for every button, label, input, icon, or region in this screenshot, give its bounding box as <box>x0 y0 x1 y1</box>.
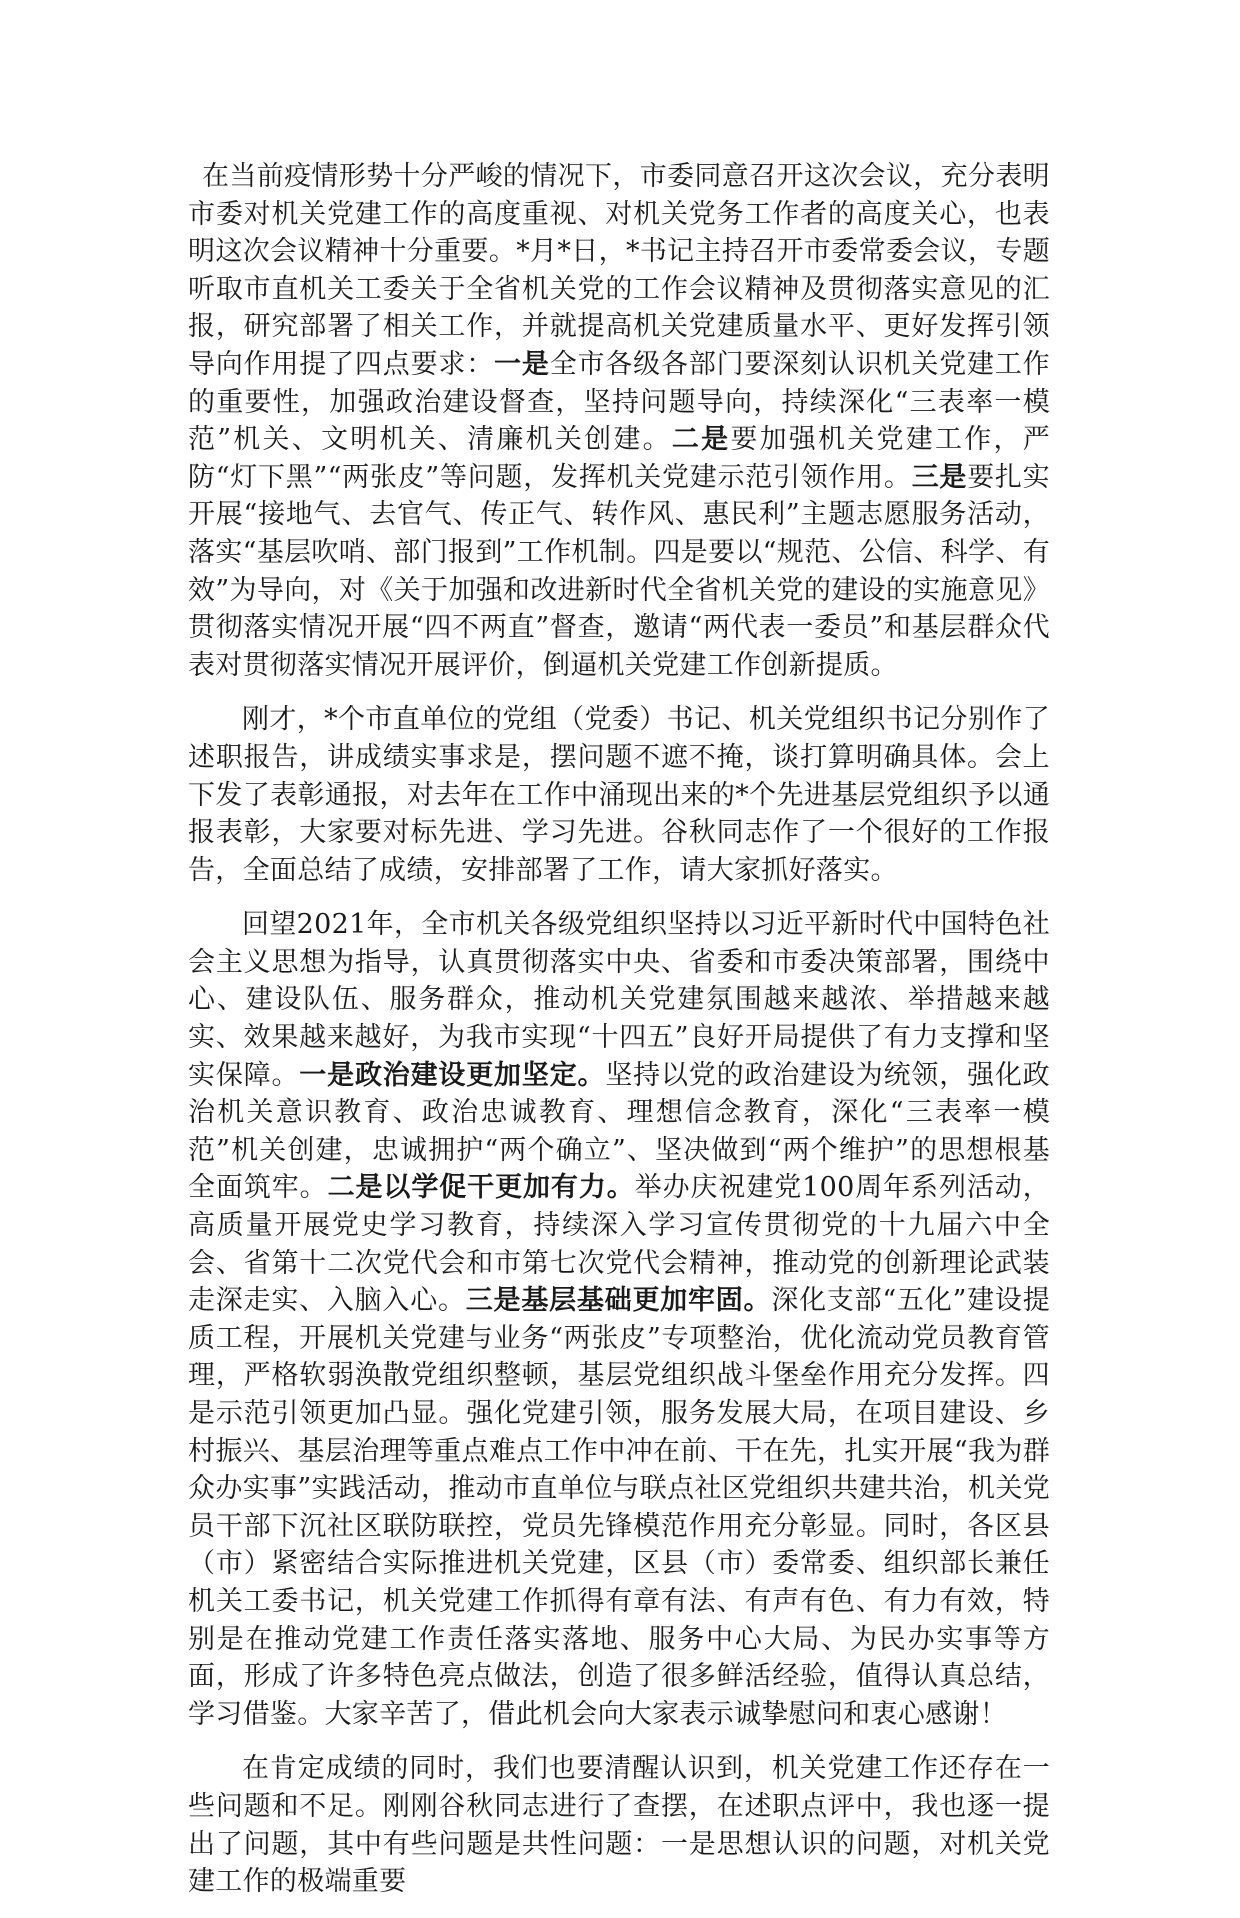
emphasis-political-construction: 一是政治建设更加坚定。 <box>299 1059 606 1091</box>
paragraph-text: 坚持以党的政治建设为统领，强化政治机关意识教育、政治忠诚教育、理想信念教育，深化“三表率一模范”机关创建，忠诚拥护“两个确立”、坚决做到“两个维护”的思想根基全面筑牢。 <box>188 1059 1050 1204</box>
paragraph-text: 深化支部“五化”建设提质工程，开展机关党建与业务“两张皮”专项整治，优化流动党员教育管理，严格软弱涣散党组织整顿，基层党组织战斗堡垒作用充分发挥。四是示范引领更加凸显。强化党建引领，服务发展大局，在项目建设、乡村振兴、基层治理等重点难点工作中冲在前、干在先，扎实开展“我为群众办实事”实践活动，推动市直单位与联点社区党组织共建共治，机关党员干部下沉社区联防联控，党员先锋模范作用充分彰显。同时，各区县（市）紧密结合实际推进机关党建，区县（市）委常委、组织部长兼任机关工委书记，机关党建工作抓得有章有法、有声有色、有力有效，特别是在推动党建工作责任落实落地、服务中心大局、为民办实事等方面，形成了许多特色亮点做法，创造了很多鲜活经验，值得认真总结，学习借鉴。大家辛苦了，借此机会向大家表示诚挚慰问和衷心感谢！ <box>188 1285 1051 1730</box>
paragraph-review-2021 <box>188 906 1050 1733</box>
paragraph-text: 回望2021年，全市机关各级党组织坚持以习近平新时代中国特色社会主义思想为指导，认真贯彻落实中央、省委和市委决策部署，围绕中心、建设队伍、服务群众，推动机关党建氛围越来越浓、举措越来越实、效果越来越好，为我市实现“十四五”良好开局提供了有力支撑和坚实保障。 <box>188 909 1050 1091</box>
emphasis-grassroots-foundation: 三是基层基础更加牢固。 <box>465 1285 772 1317</box>
document-page <box>188 158 1050 1918</box>
paragraph-shortcomings <box>188 1750 1050 1900</box>
emphasis-second-point: 二是 <box>671 424 731 456</box>
paragraph-text: 在当前疫情形势十分严峻的情况下，市委同意召开这次会议，充分表明市委对机关党建工作的高度重视、对机关党务工作者的高度关心，也表明这次会议精神十分重要。*月*日，*书记主持召开市委常委会议，专题听取市直机关工委关于全省机关党的工作会议精神及贯彻落实意见的汇报，研究部署了相关工作，并就提高机关党建质量水平、更好发挥引领导向作用提了四点要求： <box>188 161 1050 380</box>
paragraph-meeting-requirements <box>188 158 1050 684</box>
emphasis-learning-promotes-work: 二是以学促干更加有力。 <box>327 1172 635 1204</box>
paragraph-text: 举办庆祝建党100周年系列活动，高质量开展党史学习教育，持续深入学习宣传贯彻党的十九届六中全会、省第十二次党代会和市第七次党代会精神，推动党的创新理论武装走深走实、入脑入心。 <box>188 1172 1050 1317</box>
paragraph-text: 刚才，*个市直单位的党组（党委）书记、机关党组织书记分别作了述职报告，讲成绩实事求是，摆问题不遮不掩，谈打算明确具体。会上下发了表彰通报，对去年在工作中涌现出来的*个先进基层党组织予以通报表彰，大家要对标先进、学习先进。谷秋同志作了一个很好的工作报告，全面总结了成绩，安排部署了工作，请大家抓好落实。 <box>188 704 1050 886</box>
paragraph-text: 要加强机关党建工作，严防“灯下黑”“两张皮”等问题，发挥机关党建示范引领作用。 <box>188 424 1050 493</box>
paragraph-text: 要扎实开展“接地气、去官气、传正气、转作风、惠民利”主题志愿服务活动，落实“基层吹哨、部门报到”工作机制。四是要以“规范、公信、科学、有效”为导向，对《关于加强和改进新时代全省机关党的建设的实施意见》贯彻落实情况开展“四不两直”督查，邀请“两代表一委员”和基层群众代表对贯彻落实情况开展评价，倒逼机关党建工作创新提质。 <box>188 461 1050 681</box>
paragraph-text: 在肯定成绩的同时，我们也要清醒认识到，机关党建工作还存在一些问题和不足。刚刚谷秋同志进行了查摆，在述职点评中，我也逐一提出了问题，其中有些问题是共性问题：一是思想认识的问题，对机关党建工作的极端重要 <box>188 1753 1050 1898</box>
paragraph-text: 全市各级各部门要深刻认识机关党建工作的重要性，加强政治建设督查，坚持问题导向，持续深化“三表率一模范”机关、文明机关、清廉机关创建。 <box>188 348 1050 456</box>
emphasis-third-point: 三是 <box>911 461 968 493</box>
paragraph-reports <box>188 701 1050 889</box>
emphasis-first-point: 一是 <box>494 348 550 380</box>
